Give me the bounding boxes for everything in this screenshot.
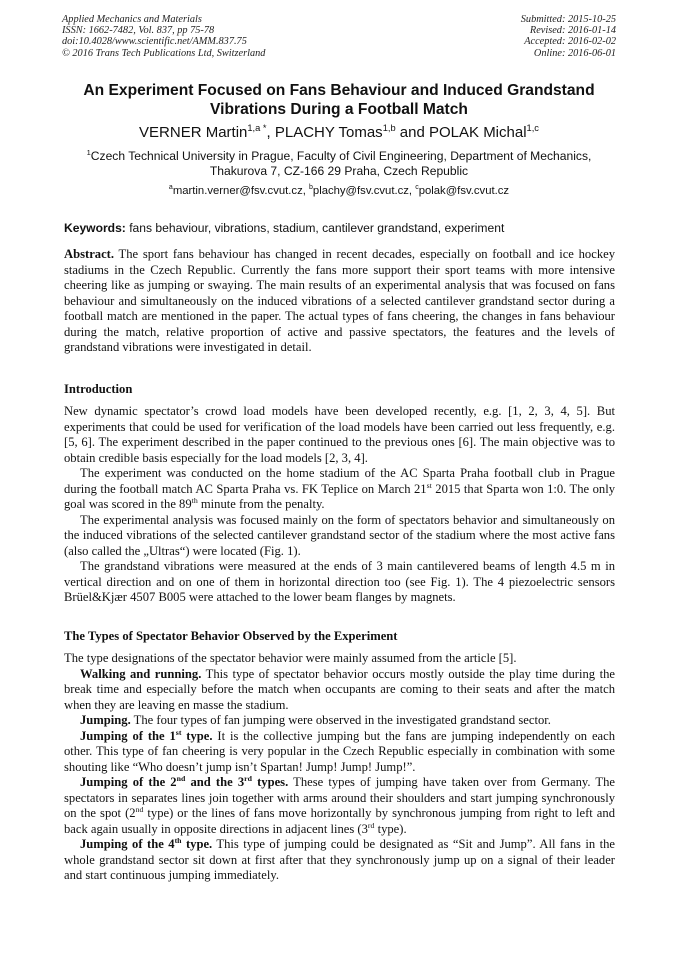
author-name: POLAK Michal xyxy=(429,124,527,141)
keywords-label: Keywords: xyxy=(64,221,126,235)
email-link[interactable]: martin.verner@fsv.cvut.cz xyxy=(172,185,303,197)
submission-dates xyxy=(521,14,616,59)
author-name: VERNER Martin xyxy=(139,124,248,141)
paragraph: The experimental analysis was focused mainly on the form of spectators behavior and simultaneously on the induced vibrations of the selected cantilever grandstand sector of the stadium where the most active fans (also called the „Ultras“) were located (Fig. 1). xyxy=(64,512,615,558)
journal-issn: ISSN: 1662-7482, Vol. 837, pp 75-78 xyxy=(62,25,215,37)
journal-doi: doi:10.4028/www.scientific.net/AMM.837.75 xyxy=(62,36,247,48)
author-affiliation-mark: 1,b xyxy=(382,123,396,133)
author-emails: $^a$martin.verner@fsv.cvut.cz, $^b$plachy@fsv.cvut.cz, $^c$polak@fsv.cvut.cz xyxy=(168,184,510,197)
keywords xyxy=(64,221,624,235)
paragraph: Jumping of the 2nd and the 3rd types. These types of jumping have taken over from Germany. The spectators in separates lines join together with arms around their shoulders and start jumping synchronously on the spot (2nd type) or the lines of fans move horizontally by synchronous jumping from right to left and back again usually in opposite directions in adjacent lines (3rd type). xyxy=(64,773,615,836)
paragraph: New dynamic spectator’s crowd load models have been developed recently, e.g. [1, 2, 3, 4, 5]. But experiments that could be used for verification of the load models have been carried out less frequently, e.g. [5, 6]. The experiment described in the paper continued to the previous ones [6]. The main objective was to obtain credible basis especially for the load models [2, 3, 4]. xyxy=(64,404,615,465)
section-heading-introduction: Introduction xyxy=(64,382,133,396)
affiliation-line-2: Thakurova 7, CZ-166 29 Praha, Czech Republic xyxy=(209,164,469,178)
paragraph: Jumping of the 4th type. This type of jumping could be designated as “Sit and Jump”. All fans in the whole grandstand sector sit down at first after that they synchronously jump up on a signal of their leader and start continuous jumping immediately. xyxy=(64,835,615,882)
email-link[interactable]: polak@fsv.cvut.cz xyxy=(418,185,510,197)
journal-copyright: © 2016 Trans Tech Publications Ltd, Switzerland xyxy=(62,47,266,59)
section-heading-spectator-types: The Types of Spectator Behavior Observed by the Experiment xyxy=(64,629,398,643)
paragraph: Jumping of the 1st type. It is the collective jumping but the fans are jumping independently on each other. This type of fan cheering is very popular in the Czech Republic especially in combination with some shouting like “Who doesn’t jump isn’t Spartan! Jump! Jump! Jump!”. xyxy=(64,727,616,774)
title-line-1: An Experiment Focused on Fans Behaviour and Induced Grandstand xyxy=(83,82,595,99)
abstract xyxy=(64,247,615,356)
affiliation-line-1: $^1$Czech Technical University in Prague, Faculty of Civil Engineering, Department of Mechanics, xyxy=(86,147,592,163)
date-accepted: Accepted: 2016-02-02 xyxy=(524,36,616,48)
paragraph: The grandstand vibrations were measured at the ends of 3 main cantilevered beams of length 4.5 m in vertical direction and on one of them in horizontal direction too (see Fig. 1). The 4 piezoelectric sensors Brüel&Kjær 4507 B005 were attached to the lower beam flanges by magnets. xyxy=(64,559,615,604)
abstract-text: The sport fans behaviour has changed in recent decades, especially on football and ice hockey stadiums in the Czech Republic. Currently the fans more support their sport teams with more intensive cheering like as jumping or swaying. The main results of an experimental analysis that was focused on fans behaviour and simultaneously on the induced vibrations of a selected cantilever grandstand sector during a football match are mentioned in the paper. The actual types of fans cheering, the changes in fans behaviour during the match, relative proportion of active and passive spectators, the features and the levels of grandstand vibrations were investigated in detail. xyxy=(64,247,615,354)
date-online: Online: 2016-06-01 xyxy=(533,47,616,59)
author-list xyxy=(40,124,638,142)
paragraph: The experiment was conducted on the home stadium of the AC Sparta Praha football club in Prague during the football match AC Sparta Praha vs. FK Teplice on March 21st 2015 that Sparta won 1:0. The only goal was scored in the 89th minute from the penalty. xyxy=(64,466,615,511)
date-revised: Revised: 2016-01-14 xyxy=(529,25,616,37)
keywords-text: fans behaviour, vibrations, stadium, cantilever grandstand, experiment xyxy=(125,221,505,235)
author-name: PLACHY Tomas xyxy=(274,124,383,141)
date-submitted: Submitted: 2015-10-25 xyxy=(520,14,616,25)
spectator-types-section xyxy=(64,651,615,884)
paragraph: Jumping. The four types of fan jumping were observed in the investigated grandstand sector. xyxy=(80,713,551,727)
email-link[interactable]: plachy@fsv.cvut.cz xyxy=(312,185,409,197)
abstract-label: Abstract. xyxy=(64,247,115,261)
journal-name: Applied Mechanics and Materials xyxy=(62,14,202,25)
paragraph: Walking and running. This type of spectator behavior occurs mostly outside the play time during the break time and especially before the match when occupants are coming to their seats and after the match when they are leaving en masse the stadium. xyxy=(64,666,615,712)
author-separator: , xyxy=(266,124,275,141)
journal-info xyxy=(62,14,265,59)
title-line-2: Vibrations During a Football Match xyxy=(210,101,468,118)
paragraph: The type designations of the spectator behavior were mainly assumed from the article [5]. xyxy=(64,651,517,665)
introduction-section xyxy=(64,404,615,606)
affiliation-mark: 1 xyxy=(86,147,91,157)
author-separator: and xyxy=(395,124,429,141)
author-affiliation-mark: 1,a * xyxy=(247,123,267,133)
author-affiliation-mark: 1,c xyxy=(526,123,539,133)
affiliation xyxy=(40,149,638,179)
paper-title xyxy=(40,81,638,119)
